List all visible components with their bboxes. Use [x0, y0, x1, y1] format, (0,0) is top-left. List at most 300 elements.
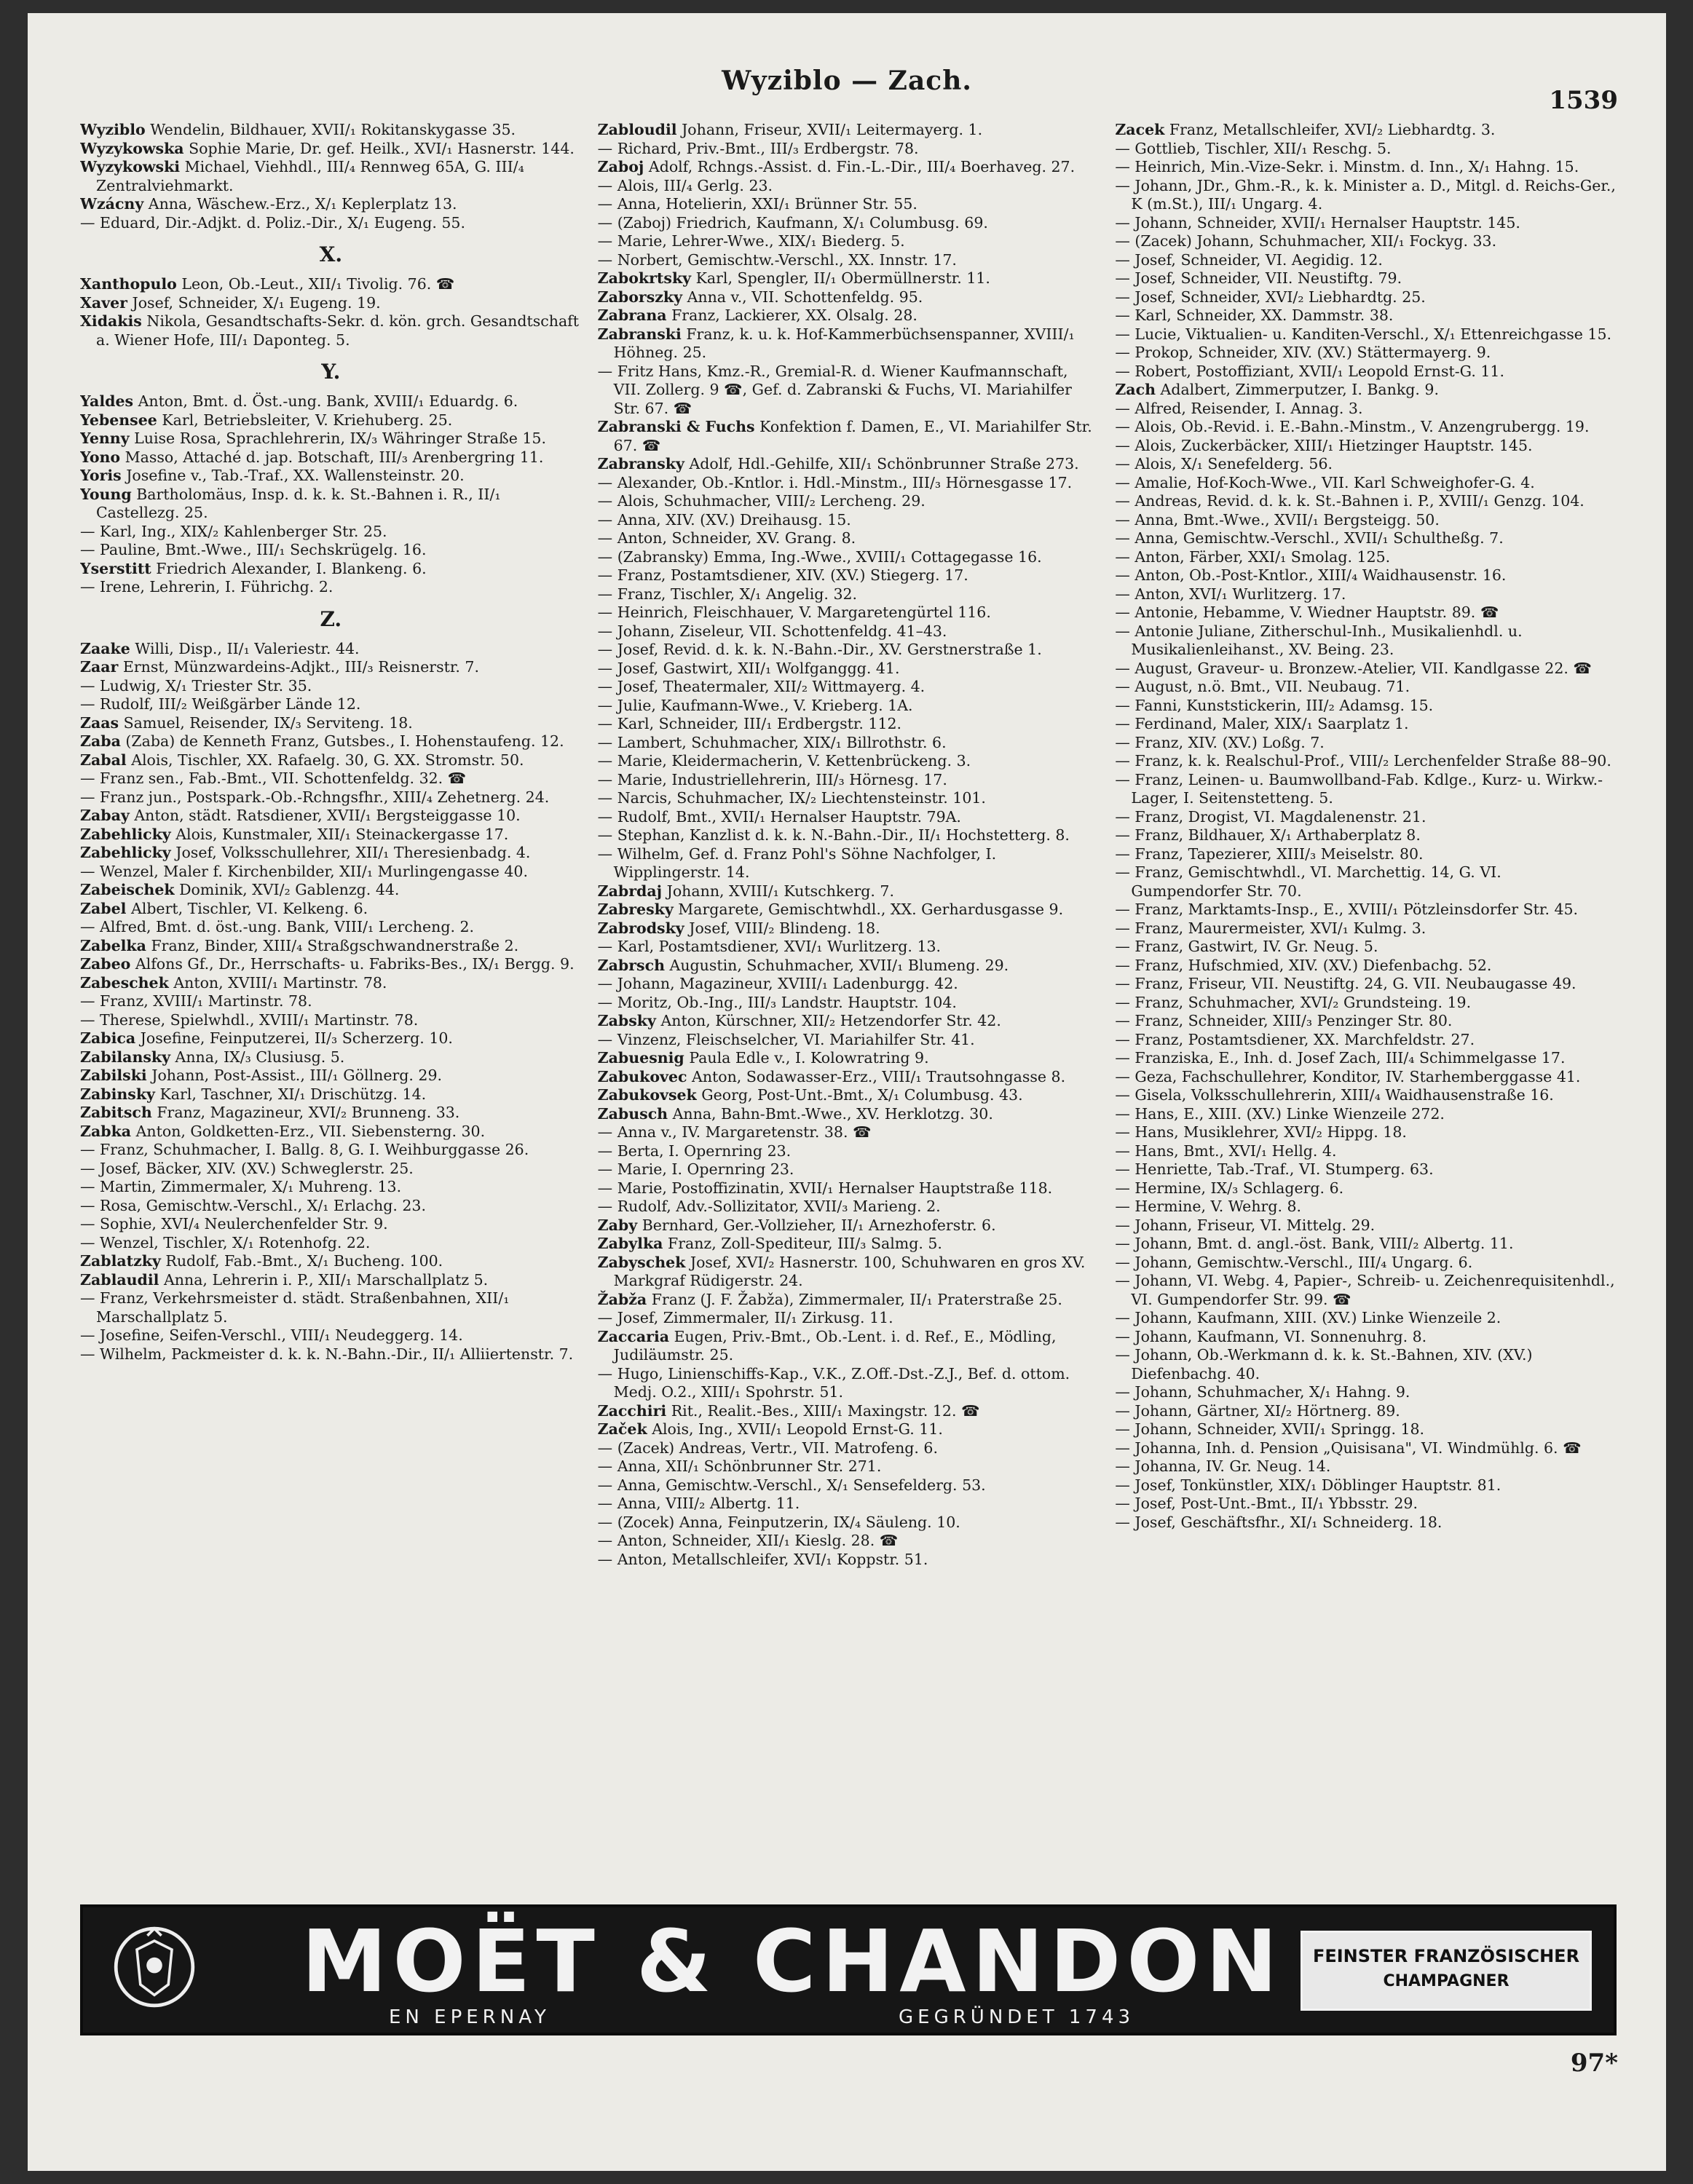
entry-details: Friedrich Alexander, I. Blankeng. 6.	[156, 559, 427, 577]
entry-surname: Zabehlicky	[80, 825, 171, 843]
entry-surname: Zabeo	[80, 955, 131, 973]
entry-details: Josef, VIII/₂ Blindeng. 18.	[689, 919, 880, 937]
entry-details: Anton, Sodawasser-Erz., VIII/₁ Trautsohngasse 8.	[692, 1067, 1066, 1085]
entry-details: — Franz, Verkehrsmeister d. städt. Straßenbahnen, XII/₁ Marschallplatz 5.	[80, 1289, 510, 1326]
directory-entry	[598, 938, 1100, 957]
entry-details: — Franz sen., Fab.-Bmt., VII. Schottenfeldg. 32. ☎	[80, 769, 467, 787]
directory-entry	[80, 695, 582, 714]
directory-entry	[80, 732, 582, 751]
entry-details: — Anna, XIV. (XV.) Dreihausg. 15.	[597, 510, 851, 529]
entry-details: — Anton, Schneider, XII/₁ Kieslg. 28. ☎	[597, 1532, 899, 1549]
directory-columns	[80, 121, 1617, 1902]
entry-details: Josef, XVI/₂ Hasnerstr. 100, Schuhwaren en gros XV. Markgraf Rüdigerstr. 24.	[613, 1253, 1086, 1289]
entry-details: — Heinrich, Fleischhauer, V. Margaretengürtel 116.	[597, 604, 991, 621]
entry-surname: Zabranski & Fuchs	[597, 418, 755, 435]
entry-details: — Franz, Schuhmacher, XVI/₂ Grundsteing. 19.	[1115, 993, 1472, 1011]
directory-entry	[1115, 121, 1617, 140]
directory-entry	[598, 1457, 1100, 1476]
directory-entry	[1115, 678, 1617, 697]
directory-entry	[598, 325, 1100, 363]
directory-entry	[598, 566, 1100, 585]
directory-entry	[80, 918, 582, 937]
entry-details: — Anton, Färber, XXI/₁ Smolag. 125.	[1115, 547, 1391, 566]
entry-details: — Franz, Marktamts-Insp., E., XVIII/₁ Pötzleinsdorfer Str. 45.	[1115, 901, 1579, 918]
entry-details: — Karl, Schneider, III/₁ Erdbergstr. 112.	[597, 715, 902, 732]
entry-surname: Wzácny	[80, 195, 144, 213]
directory-entry	[1115, 566, 1617, 585]
entry-details: Rit., Realit.-Bes., XIII/₁ Maxingstr. 12. ☎	[671, 1401, 980, 1420]
directory-entry	[80, 214, 582, 233]
directory-entry	[80, 844, 582, 863]
entry-details: Bernhard, Ger.-Vollzieher, II/₁ Arnezhoferstr. 6.	[642, 1216, 996, 1234]
page-header-title: Wyziblo — Zach.	[722, 66, 972, 96]
directory-entry	[1115, 808, 1617, 827]
directory-entry	[598, 678, 1100, 697]
section-heading: Y.	[321, 360, 341, 384]
entry-details: Franz, k. u. k. Hof-Kammerbüchsenspanner, XVIII/₁ Höhneg. 25.	[613, 325, 1075, 361]
entry-details: — Prokop, Schneider, XIV. (XV.) Stättermayerg. 9.	[1115, 344, 1491, 361]
entry-details: — Therese, Spielwhdl., XVIII/₁ Martinstr. 78.	[80, 1010, 419, 1029]
directory-entry	[1115, 863, 1617, 901]
directory-entry	[598, 622, 1100, 641]
entry-details: — Franz, Friseur, VII. Neustiftg. 24, G. VII. Neubaugasse 49.	[1115, 975, 1576, 992]
entry-details: — Sophie, XVI/₄ Neulerchenfelder Str. 9.	[80, 1215, 388, 1233]
section-heading: Z.	[320, 606, 342, 631]
directory-entry	[80, 1160, 582, 1179]
directory-entry	[1115, 418, 1617, 437]
directory-entry	[598, 418, 1100, 455]
directory-entry	[598, 1476, 1100, 1495]
entry-details: Wendelin, Bildhauer, XVII/₁ Rokitanskygasse 35.	[150, 121, 516, 138]
directory-entry	[80, 1141, 582, 1160]
entry-details: Karl, Betriebsleiter, V. Kriehuberg. 25.	[162, 411, 453, 429]
entry-details: — (Zaboj) Friedrich, Kaufmann, X/₁ Columbusg. 69.	[597, 213, 988, 232]
directory-entry	[80, 486, 582, 523]
signature-mark: 97*	[1570, 2049, 1618, 2078]
directory-entry	[598, 492, 1100, 511]
entry-details: Franz, Magazineur, XVI/₂ Brunneng. 33.	[157, 1104, 460, 1121]
entry-details: — Marie, Postoffizinatin, XVII/₁ Hernalser Hauptstraße 118.	[597, 1179, 1053, 1197]
directory-entry	[598, 957, 1100, 976]
entry-surname: Zabrdaj	[597, 882, 663, 900]
directory-entry	[598, 511, 1100, 530]
entry-surname: Zabilansky	[80, 1048, 171, 1066]
entry-details: Anton, Kürschner, XII/₂ Hetzendorfer Str. 42.	[660, 1012, 1001, 1029]
entry-details: — Josef, Schneider, VII. Neustiftg. 79.	[1115, 269, 1402, 287]
entry-details: Margarete, Gemischtwhdl., XX. Gerhardusgasse 9.	[678, 901, 1064, 918]
directory-entry	[1115, 1309, 1617, 1328]
directory-entry	[1115, 752, 1617, 771]
entry-surname: Zabransky	[597, 455, 684, 472]
directory-entry	[1115, 734, 1617, 753]
entry-details: — Berta, I. Opernring 23.	[597, 1142, 792, 1160]
directory-entry	[598, 789, 1100, 808]
entry-details: — Ludwig, X/₁ Triester Str. 35.	[80, 676, 312, 695]
ad-badge	[1301, 1931, 1592, 2011]
entry-details: Adolf, Rchngs.-Assist. d. Fin.-L.-Dir., III/₄ Boerhaveg. 27.	[648, 158, 1076, 175]
entry-surname: Zablaudil	[80, 1270, 159, 1289]
directory-entry	[1115, 1216, 1617, 1235]
entry-details: Leon, Ob.-Leut., XII/₁ Tivolig. 76. ☎	[181, 275, 455, 293]
entry-details: — Hans, E., XIII. (XV.) Linke Wienzeile 272.	[1115, 1104, 1445, 1123]
entry-details: Eugen, Priv.-Bmt., Ob.-Lent. i. d. Ref., E., Mödling, Judiläumstr. 25.	[613, 1327, 1057, 1364]
directory-entry	[80, 863, 582, 882]
directory-entry	[80, 411, 582, 430]
directory-entry	[80, 121, 582, 140]
ad-badge-line2: CHAMPAGNER	[1383, 1972, 1510, 1990]
directory-entry	[598, 660, 1100, 678]
entry-details: — Anton, Metallschleifer, XVI/₁ Koppstr. 51.	[597, 1550, 928, 1568]
directory-entry	[1115, 901, 1617, 919]
directory-entry	[598, 771, 1100, 790]
directory-entry	[598, 140, 1100, 159]
entry-details: Karl, Taschner, XI/₁ Drischützg. 14.	[159, 1085, 427, 1103]
directory-entry	[1115, 158, 1617, 177]
directory-entry	[1115, 1476, 1617, 1495]
directory-entry	[598, 214, 1100, 233]
directory-column-2	[598, 121, 1100, 1902]
directory-entry	[80, 1215, 582, 1234]
directory-entry	[598, 734, 1100, 753]
entry-details: Alois, Ing., XVII/₁ Leopold Ernst-G. 11.	[652, 1420, 943, 1438]
entry-details: Sophie Marie, Dr. gef. Heilk., XVI/₁ Hasnerstr. 144.	[189, 139, 575, 157]
directory-entry	[1115, 771, 1617, 808]
directory-entry	[80, 1067, 582, 1085]
directory-entry	[1115, 1402, 1617, 1421]
directory-entry	[80, 1197, 582, 1216]
entry-details: — Anton, XVI/₁ Wurlitzerg. 17.	[1115, 585, 1346, 603]
directory-entry	[80, 1011, 582, 1030]
entry-details: — Hans, Bmt., XVI/₁ Hellg. 4.	[1115, 1142, 1337, 1160]
entry-details: — Johann, Kaufmann, VI. Sonnenuhrg. 8.	[1115, 1327, 1427, 1345]
directory-entry	[598, 232, 1100, 251]
directory-entry	[80, 677, 582, 696]
directory-entry	[598, 1179, 1100, 1198]
directory-entry	[80, 1252, 582, 1271]
directory-entry	[1115, 697, 1617, 716]
directory-entry	[1115, 437, 1617, 456]
entry-details: — Franz, Gastwirt, IV. Gr. Neug. 5.	[1115, 938, 1378, 955]
directory-entry	[1115, 232, 1617, 251]
entry-details: — Richard, Priv.-Bmt., III/₃ Erdbergstr. 78.	[597, 139, 919, 157]
directory-entry	[598, 901, 1100, 919]
entry-details: (Zaba) de Kenneth Franz, Gutsbes., I. Hohenstaufeng. 12.	[125, 732, 564, 750]
entry-details: — Franz, Schuhmacher, I. Ballg. 8, G. I. Weihburggasse 26.	[80, 1141, 529, 1158]
directory-entry	[1115, 1328, 1617, 1347]
directory-entry	[80, 937, 582, 956]
entry-details: — Franz, Gemischtwhdl., VI. Marchettig. 14, G. VI. Gumpendorfer Str. 70.	[1115, 863, 1501, 900]
directory-entry	[1115, 1086, 1617, 1105]
entry-details: Josefine v., Tab.-Traf., XX. Wallensteinstr. 20.	[126, 467, 465, 484]
directory-entry	[1115, 1105, 1617, 1124]
entry-details: — Hermine, IX/₃ Schlagerg. 6.	[1115, 1179, 1344, 1197]
entry-details: — Stephan, Kanzlist d. k. k. N.-Bahn.-Dir., II/₁ Hochstetterg. 8.	[597, 826, 1070, 844]
directory-entry	[1115, 474, 1617, 493]
directory-entry	[80, 788, 582, 807]
entry-details: — Andreas, Revid. d. k. k. St.-Bahnen i. P., XVIII/₁ Genzg. 104.	[1115, 492, 1585, 510]
entry-surname: Žabža	[597, 1290, 647, 1308]
directory-entry	[1115, 845, 1617, 864]
entry-details: — Marie, Kleidermacherin, V. Kettenbrückeng. 3.	[597, 752, 971, 769]
directory-entry	[598, 1086, 1100, 1105]
directory-entry	[598, 1514, 1100, 1532]
directory-entry	[80, 826, 582, 844]
directory-entry	[598, 1439, 1100, 1458]
entry-details: Bartholomäus, Insp. d. k. k. St.-Bahnen i. R., II/₁ Castellezg. 25.	[96, 485, 501, 521]
directory-entry	[1115, 344, 1617, 363]
entry-details: — Johanna, IV. Gr. Neug. 14.	[1115, 1457, 1331, 1475]
entry-details: Franz, Binder, XIII/₄ Straßgschwandnerstraße 2.	[151, 936, 519, 954]
directory-entry	[1115, 622, 1617, 660]
entry-details: — Amalie, Hof-Koch-Wwe., VII. Karl Schweighofer-G. 4.	[1115, 473, 1535, 491]
directory-entry	[598, 882, 1100, 901]
directory-entry	[80, 158, 582, 195]
directory-entry	[598, 363, 1100, 419]
directory-entry	[1115, 251, 1617, 270]
entry-details: — Hermine, V. Wehrg. 8.	[1115, 1198, 1302, 1215]
entry-details: — Franz, Tischler, X/₁ Angelig. 32.	[597, 585, 858, 603]
entry-details: Adolf, Hdl.-Gehilfe, XII/₁ Schönbrunner Straße 273.	[689, 455, 1079, 472]
entry-surname: Young	[80, 485, 132, 503]
directory-entry	[598, 1123, 1100, 1142]
directory-entry	[598, 1142, 1100, 1161]
directory-entry	[80, 578, 582, 597]
entry-details: — Anton, Schneider, XV. Grang. 8.	[597, 529, 856, 547]
directory-entry	[1115, 957, 1617, 976]
directory-entry	[1115, 1495, 1617, 1514]
directory-entry	[80, 430, 582, 448]
entry-details: — Josef, Tonkünstler, XIX/₁ Döblinger Hauptstr. 81.	[1115, 1476, 1501, 1494]
ad-founded: GEGRÜNDET 1743	[899, 2006, 1135, 2028]
entry-details: — Geza, Fachschullehrer, Konditor, IV. Starhemberggasse 41.	[1115, 1067, 1581, 1085]
directory-entry	[80, 312, 582, 349]
entry-details: Dominik, XVI/₂ Gablenzg. 44.	[179, 881, 400, 898]
entry-details: Anton, Bmt. d. Öst.-ung. Bank, XVIII/₁ Eduardg. 6.	[138, 392, 518, 410]
entry-details: Ernst, Münzwardeins-Adjkt., III/₃ Reisnerstr. 7.	[122, 658, 479, 676]
entry-details: — Alois, Schuhmacher, VIII/₂ Lercheng. 29.	[597, 492, 926, 510]
entry-surname: Yebensee	[80, 411, 157, 429]
entry-details: — August, n.ö. Bmt., VII. Neubaug. 71.	[1115, 678, 1410, 695]
directory-entry	[1115, 400, 1617, 419]
directory-entry	[80, 1178, 582, 1197]
entry-details: — Josef, Zimmermaler, II/₁ Zirkusg. 11.	[597, 1309, 893, 1326]
directory-entry	[80, 658, 582, 677]
entry-surname: Začek	[597, 1420, 647, 1438]
directory-entry	[598, 1291, 1100, 1310]
directory-entry	[598, 1402, 1100, 1421]
directory-entry	[80, 560, 582, 579]
entry-details: — Wilhelm, Gef. d. Franz Pohl's Söhne Nachfolger, I. Wipplingerstr. 14.	[597, 844, 997, 881]
entry-details: — Johann, Schuhmacher, X/₁ Hahng. 9.	[1115, 1383, 1410, 1401]
entry-details: — Fritz Hans, Kmz.-R., Gremial-R. d. Wiener Kaufmannschaft, VII. Zollerg. 9 ☎, Gef. d. Zabranski & Fuchs, VI. Mariahilfer Str. 67. ☎	[597, 362, 1072, 417]
entry-details: — Anna, Hotelierin, XXI/₁ Brünner Str. 55.	[597, 195, 917, 213]
directory-entry	[80, 541, 582, 560]
directory-entry	[1115, 585, 1617, 604]
entry-details: — Lucie, Viktualien- u. Kanditen-Verschl., X/₁ Ettenreichgasse 15.	[1115, 325, 1611, 343]
entry-details: Michael, Viehhdl., III/₄ Rennweg 65A, G. III/₄ Zentralviehmarkt.	[96, 158, 524, 194]
entry-details: — Josef, Schneider, VI. Aegidig. 12.	[1115, 250, 1383, 269]
directory-entry	[80, 195, 582, 214]
directory-entry	[598, 1216, 1100, 1235]
directory-entry	[1115, 1049, 1617, 1068]
entry-details: — Johann, JDr., Ghm.-R., k. k. Minister a. D., Mitgl. d. Reichs-Ger., K (m.St.), III/₁ Ungarg. 4.	[1115, 176, 1616, 213]
directory-entry	[1115, 1346, 1617, 1383]
entry-details: — Josefine, Seifen-Verschl., VIII/₁ Neudeggerg. 14.	[80, 1326, 463, 1344]
entry-details: — Johanna, Inh. d. Pension „Quisisana", VI. Windmühlg. 6. ☎	[1115, 1439, 1582, 1457]
directory-entry	[80, 769, 582, 788]
entry-details: — Anna, VIII/₂ Albertg. 11.	[597, 1495, 800, 1512]
directory-entry	[598, 641, 1100, 660]
entry-details: — Wenzel, Tischler, X/₁ Rotenhofg. 22.	[80, 1233, 371, 1251]
entry-details: Franz, Metallschleifer, XVI/₂ Liebhardtg. 3.	[1169, 121, 1496, 138]
directory-entry	[598, 1495, 1100, 1514]
entry-details: — Josef, Theatermaler, XII/₂ Wittmayerg. 4.	[597, 678, 926, 695]
directory-entry	[598, 1049, 1100, 1068]
directory-entry	[598, 306, 1100, 325]
page-number: 1539	[1549, 86, 1618, 115]
directory-entry	[598, 994, 1100, 1013]
entry-surname: Zaake	[80, 639, 130, 657]
entry-details: — Johann, Schneider, XVII/₁ Hernalser Hauptstr. 145.	[1115, 213, 1520, 232]
entry-details: — Hugo, Linienschiffs-Kap., V.K., Z.Off.-Dst.-Z.J., Bef. d. ottom. Medj. O.2., XIII/₁ Spohrstr. 51.	[597, 1364, 1070, 1401]
entry-details: — Rosa, Gemischtw.-Verschl., X/₁ Erlachg. 23.	[80, 1196, 426, 1214]
directory-entry	[80, 1271, 582, 1290]
entry-surname: Zacek	[1115, 121, 1165, 138]
directory-entry	[1115, 1457, 1617, 1476]
entry-details: — Johann, Kaufmann, XIII. (XV.) Linke Wienzeile 2.	[1115, 1309, 1501, 1326]
directory-entry	[1115, 994, 1617, 1013]
entry-details: — Franz, Postamtsdiener, XX. Marchfeldstr. 27.	[1115, 1030, 1475, 1048]
entry-details: — Anna v., IV. Margaretenstr. 38. ☎	[597, 1123, 872, 1141]
entry-details: — (Zacek) Andreas, Vertr., VII. Matrofeng. 6.	[597, 1439, 938, 1457]
directory-entry	[598, 269, 1100, 288]
entry-details: — Franz, XVIII/₁ Martinstr. 78.	[80, 992, 312, 1010]
directory-entry	[598, 529, 1100, 548]
entry-surname: Zabsky	[597, 1012, 656, 1029]
entry-details: Samuel, Reisender, IX/₃ Serviteng. 18.	[123, 713, 413, 732]
directory-entry	[1115, 1068, 1617, 1087]
entry-details: Franz, Lackierer, XX. Olsalg. 28.	[671, 306, 917, 324]
entry-surname: Zaby	[597, 1216, 638, 1234]
directory-entry	[1115, 288, 1617, 307]
directory-entry	[1115, 140, 1617, 159]
entry-details: Adalbert, Zimmerputzer, I. Bankg. 9.	[1160, 381, 1439, 398]
directory-entry	[1115, 1198, 1617, 1216]
entry-details: — Heinrich, Min.-Vize-Sekr. i. Minstm. d. Inn., X/₁ Hahng. 15.	[1115, 158, 1579, 175]
directory-entry	[598, 604, 1100, 622]
entry-details: — Marie, Lehrer-Wwe., XIX/₁ Biederg. 5.	[597, 232, 905, 250]
entry-details: — Alois, X/₁ Senefelderg. 56.	[1115, 455, 1333, 472]
entry-surname: Zaar	[80, 658, 119, 676]
directory-entry	[80, 974, 582, 993]
entry-surname: Zabranski	[597, 325, 682, 343]
entry-details: — Gisela, Volksschullehrerin, XIII/₄ Waidhausenstraße 16.	[1115, 1086, 1554, 1104]
directory-entry	[1115, 1420, 1617, 1439]
directory-entry	[80, 992, 582, 1011]
entry-surname: Yoris	[80, 467, 122, 484]
entry-details: — Franz, Schneider, XIII/₃ Penzinger Str. 80.	[1115, 1012, 1453, 1029]
entry-details: — Alfred, Reisender, I. Annag. 3.	[1115, 399, 1363, 417]
directory-entry	[1115, 325, 1617, 344]
entry-surname: Zabresky	[597, 901, 674, 918]
entry-details: — Alois, III/₄ Gerlg. 23.	[597, 176, 773, 194]
entry-details: Alois, Tischler, XX. Rafaelg. 30, G. XX. Stromstr. 50.	[131, 751, 524, 769]
entry-details: Luise Rosa, Sprachlehrerin, IX/₃ Währinger Straße 15.	[134, 430, 546, 447]
directory-entry	[80, 640, 582, 659]
entry-surname: Zabloudil	[597, 121, 677, 138]
entry-surname: Zabeischek	[80, 881, 175, 898]
directory-entry	[80, 448, 582, 467]
directory-entry	[598, 1235, 1100, 1254]
directory-entry	[598, 1365, 1100, 1402]
entry-details: — Alois, Ob.-Revid. i. E.-Bahn.-Minstm., V. Anzengrubergg. 19.	[1115, 418, 1590, 435]
entry-details: Johann, Post-Assist., III/₁ Göllnerg. 29.	[151, 1067, 443, 1084]
directory-entry	[598, 177, 1100, 196]
directory-entry	[80, 1326, 582, 1345]
entry-details: — Franz, XIV. (XV.) Loßg. 7.	[1115, 733, 1325, 751]
entry-details: Johann, XVIII/₁ Kutschkerg. 7.	[666, 882, 894, 900]
directory-entry	[598, 752, 1100, 771]
directory-entry	[598, 288, 1100, 307]
directory-entry	[598, 158, 1100, 177]
directory-entry	[1115, 529, 1617, 548]
directory-entry	[598, 548, 1100, 567]
entry-surname: Zabuesnig	[597, 1049, 684, 1067]
directory-entry	[1115, 214, 1617, 233]
entry-surname: Zaba	[80, 732, 121, 750]
entry-details: Anna, Wäschew.-Erz., X/₁ Keplerplatz 13.	[148, 195, 457, 213]
directory-entry	[598, 1198, 1100, 1216]
entry-details: Nikola, Gesandtschafts-Sekr. d. kön. grch. Gesandtschaft a. Wiener Hofe, III/₁ Daponteg. 5.	[96, 312, 579, 349]
entry-details: — Julie, Kaufmann-Wwe., V. Krieberg. 1A.	[597, 696, 913, 714]
entry-details: — Hans, Musiklehrer, XVI/₂ Hippg. 18.	[1115, 1123, 1407, 1141]
entry-details: Rudolf, Fab.-Bmt., X/₁ Bucheng. 100.	[165, 1252, 443, 1270]
entry-details: — Franz, Leinen- u. Baumwollband-Fab. Kdlge., Kurz- u. Wirkw.-Lager, I. Seitenstetteng. 5.	[1115, 770, 1603, 807]
directory-entry	[80, 1029, 582, 1048]
directory-entry	[80, 881, 582, 900]
entry-details: — Josef, Geschäftsfhr., XI/₁ Schneiderg. 18.	[1115, 1513, 1443, 1531]
entry-surname: Wyziblo	[80, 121, 146, 138]
entry-details: — Alexander, Ob.-Kntlor. i. Hdl.-Minstm., III/₃ Hörnesgasse 17.	[597, 473, 1073, 491]
entry-details: — Marie, I. Opernring 23.	[597, 1160, 794, 1178]
directory-entry	[80, 1048, 582, 1067]
entry-surname: Yenny	[80, 430, 130, 447]
entry-details: — Fanni, Kunststickerin, III/₂ Adamsg. 15.	[1115, 696, 1434, 714]
directory-entry	[598, 715, 1100, 734]
directory-entry	[598, 1105, 1100, 1124]
directory-entry	[598, 1160, 1100, 1179]
directory-entry	[1115, 492, 1617, 511]
directory-entry	[1115, 715, 1617, 734]
entry-details: — Wilhelm, Packmeister d. k. k. N.-Bahn.-Dir., II/₁ Alliiertenstr. 7.	[80, 1345, 574, 1363]
directory-entry	[1115, 919, 1617, 938]
entry-details: — Anna, XII/₁ Schönbrunner Str. 271.	[597, 1457, 882, 1475]
directory-entry	[1115, 1031, 1617, 1050]
directory-entry	[80, 1104, 582, 1123]
entry-details: Anton, Goldketten-Erz., VII. Siebensterng. 30.	[135, 1122, 486, 1140]
directory-entry	[1115, 1272, 1617, 1309]
entry-details: — Franz, Maurermeister, XVI/₁ Kulmg. 3.	[1115, 919, 1426, 937]
entry-surname: Zaas	[80, 713, 119, 732]
directory-entry	[80, 1085, 582, 1104]
directory-entry	[80, 275, 582, 294]
entry-details: — Pauline, Bmt.-Wwe., III/₁ Sechskrügelg. 16.	[80, 541, 427, 558]
directory-entry	[598, 1532, 1100, 1551]
entry-details: Alois, Kunstmaler, XII/₁ Steinackergasse 17.	[175, 825, 509, 843]
entry-details: — Eduard, Dir.-Adjkt. d. Poliz.-Dir., X/₁ Eugeng. 55.	[80, 213, 465, 232]
directory-entry	[1115, 306, 1617, 325]
directory-entry	[1115, 938, 1617, 957]
